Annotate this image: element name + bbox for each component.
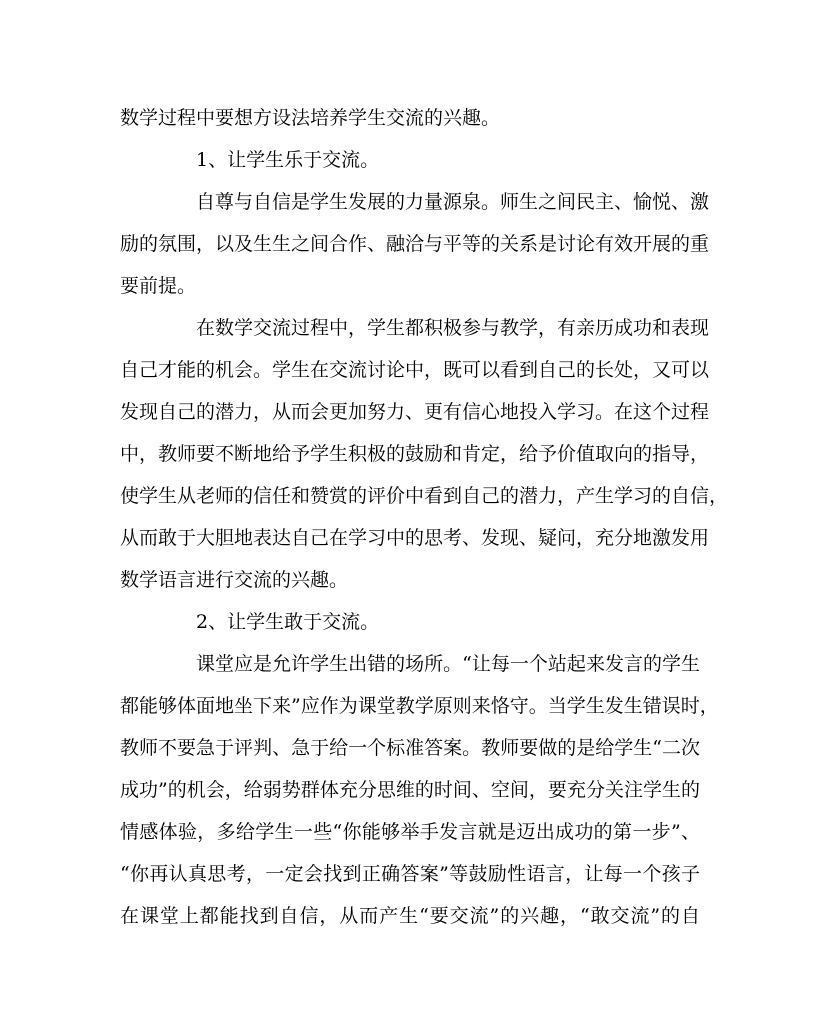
paragraph-line: “你再认真思考，一定会找到正确答案”等鼓励性语言，让每一个孩子 [120,863,700,885]
paragraph-line: 励的氛围，以及生生之间合作、融洽与平等的关系是讨论有效开展的重 [120,233,710,255]
paragraph-line: 发现自己的潜力，从而会更加努力、更有信心地投入学习。在这个过程 [120,401,710,423]
paragraph-line: 要前提。 [120,275,197,297]
paragraph-line: 自尊与自信是学生发展的力量源泉。师生之间民主、愉悦、激 [196,191,710,213]
paragraph-line: 自己才能的机会。学生在交流讨论中，既可以看到自己的长处，又可以 [120,359,710,381]
paragraph-line: 教师不要急于评判、急于给一个标准答案。教师要做的是给学生“二次 [120,737,700,759]
paragraph-line: 中，教师要不断地给予学生积极的鼓励和肯定，给予价值取向的指导， [120,443,710,465]
paragraph-line: 都能够体面地坐下来”应作为课堂教学原则来恪守。当学生发生错误时， [120,695,719,717]
paragraph-line: 数学语言进行交流的兴趣。 [120,569,349,591]
paragraph-line: 在数学交流过程中，学生都积极参与教学，有亲历成功和表现 [196,317,710,339]
section-heading: 1、让学生乐于交流。 [196,149,380,171]
paragraph-line: 使学生从老师的信任和赞赏的评价中看到自己的潜力，产生学习的自信， [120,485,729,507]
section-heading: 2、让学生敢于交流。 [196,611,380,633]
paragraph-line: 课堂应是允许学生出错的场所。“让每一个站起来发言的学生 [196,653,700,675]
paragraph-line: 成功”的机会，给弱势群体充分思维的时间、空间，要充分关注学生的 [120,779,700,801]
paragraph-line: 在课堂上都能找到自信，从而产生“要交流”的兴趣，“敢交流”的自 [120,905,700,927]
paragraph-line: 数学过程中要想方设法培养学生交流的兴趣。 [120,107,501,129]
paragraph-line: 从而敢于大胆地表达自己在学习中的思考、发现、疑问，充分地激发用 [120,527,710,549]
paragraph-line: 情感体验，多给学生一些“你能够举手发言就是迈出成功的第一步”、 [120,821,700,843]
